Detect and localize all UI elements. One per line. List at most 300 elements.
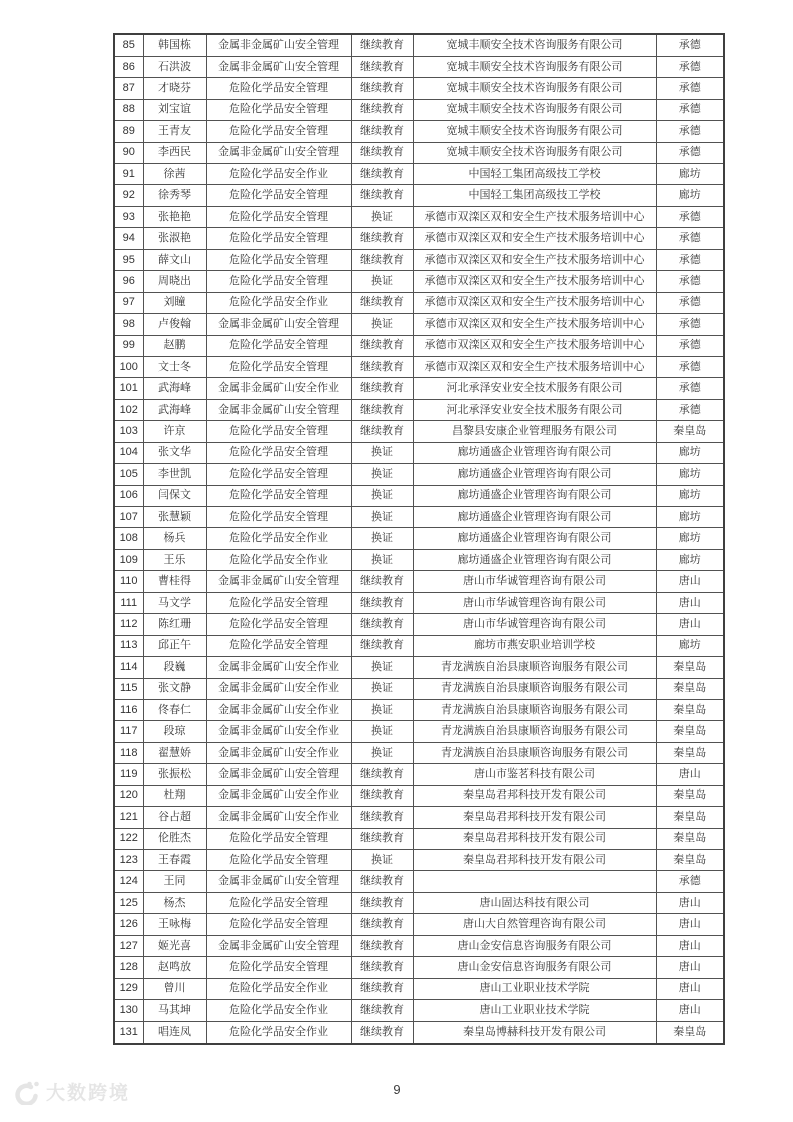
certificate-category-cell: 危险化学品安全管理	[206, 335, 351, 356]
certificate-category-cell: 危险化学品安全管理	[206, 614, 351, 635]
name-cell: 邱正午	[143, 635, 206, 656]
table-row	[114, 356, 724, 377]
organization-cell: 廊坊通盛企业管理咨询有限公司	[413, 442, 656, 463]
certificate-category-cell: 金属非金属矿山安全作业	[206, 678, 351, 699]
name-cell: 闫保文	[143, 485, 206, 506]
serial-cell: 120	[114, 785, 143, 806]
certificate-category-cell: 危险化学品安全管理	[206, 421, 351, 442]
certificate-category-cell: 金属非金属矿山安全管理	[206, 571, 351, 592]
name-cell: 段琼	[143, 721, 206, 742]
certificate-category-cell: 危险化学品安全管理	[206, 271, 351, 292]
table-row	[114, 464, 724, 485]
serial-cell: 112	[114, 614, 143, 635]
organization-cell: 河北承泽安业安全技术服务有限公司	[413, 399, 656, 420]
serial-cell: 121	[114, 807, 143, 828]
city-cell: 唐山	[656, 571, 724, 592]
serial-cell: 110	[114, 571, 143, 592]
table-row	[114, 828, 724, 849]
serial-cell: 102	[114, 399, 143, 420]
organization-cell: 唐山市鉴茗科技有限公司	[413, 764, 656, 785]
certificate-category-cell: 危险化学品安全管理	[206, 228, 351, 249]
certificate-category-cell: 危险化学品安全管理	[206, 249, 351, 270]
name-cell: 张振松	[143, 764, 206, 785]
table-row	[114, 914, 724, 935]
organization-cell: 唐山固达科技有限公司	[413, 892, 656, 913]
certificate-category-cell: 危险化学品安全管理	[206, 185, 351, 206]
table-row	[114, 957, 724, 978]
city-cell: 廊坊	[656, 464, 724, 485]
serial-cell: 87	[114, 78, 143, 99]
name-cell: 张淑艳	[143, 228, 206, 249]
table-row	[114, 635, 724, 656]
city-cell: 承德	[656, 56, 724, 77]
serial-cell: 103	[114, 421, 143, 442]
training-type-cell: 继续教育	[351, 957, 413, 978]
organization-cell: 青龙满族自治县康顺咨询服务有限公司	[413, 657, 656, 678]
organization-cell: 中国轻工集团高级技工学校	[413, 185, 656, 206]
city-cell: 承德	[656, 121, 724, 142]
serial-cell: 115	[114, 678, 143, 699]
serial-cell: 95	[114, 249, 143, 270]
city-cell: 唐山	[656, 592, 724, 613]
serial-cell: 94	[114, 228, 143, 249]
training-type-cell: 继续教育	[351, 935, 413, 956]
city-cell: 唐山	[656, 914, 724, 935]
serial-cell: 124	[114, 871, 143, 892]
table-row	[114, 721, 724, 742]
table-row	[114, 892, 724, 913]
name-cell: 李世凯	[143, 464, 206, 485]
serial-cell: 116	[114, 699, 143, 720]
name-cell: 谷占超	[143, 807, 206, 828]
serial-cell: 108	[114, 528, 143, 549]
certificate-category-cell: 危险化学品安全管理	[206, 206, 351, 227]
training-type-cell: 换证	[351, 485, 413, 506]
name-cell: 杨兵	[143, 528, 206, 549]
training-type-cell: 继续教育	[351, 185, 413, 206]
organization-cell: 唐山工业职业技术学院	[413, 1000, 656, 1021]
certificate-category-cell: 金属非金属矿山安全管理	[206, 399, 351, 420]
training-type-cell: 继续教育	[351, 356, 413, 377]
name-cell: 文士冬	[143, 356, 206, 377]
organization-cell: 昌黎县安康企业管理服务有限公司	[413, 421, 656, 442]
serial-cell: 109	[114, 549, 143, 570]
table-row	[114, 249, 724, 270]
serial-cell: 106	[114, 485, 143, 506]
name-cell: 曹桂得	[143, 571, 206, 592]
certificate-category-cell: 金属非金属矿山安全管理	[206, 764, 351, 785]
training-type-cell: 继续教育	[351, 978, 413, 999]
certificate-category-cell: 危险化学品安全管理	[206, 892, 351, 913]
table-row	[114, 507, 724, 528]
city-cell: 秦皇岛	[656, 721, 724, 742]
organization-cell: 承德市双滦区双和安全生产技术服务培训中心	[413, 314, 656, 335]
city-cell: 承德	[656, 356, 724, 377]
certificate-category-cell: 危险化学品安全管理	[206, 442, 351, 463]
organization-cell: 宽城丰顺安全技术咨询服务有限公司	[413, 99, 656, 120]
training-type-cell: 继续教育	[351, 121, 413, 142]
name-cell: 赵鹏	[143, 335, 206, 356]
name-cell: 王乐	[143, 549, 206, 570]
organization-cell: 廊坊通盛企业管理咨询有限公司	[413, 464, 656, 485]
training-type-cell: 换证	[351, 314, 413, 335]
training-type-cell: 继续教育	[351, 99, 413, 120]
watermark-text: 大数跨境	[46, 1083, 131, 1104]
training-type-cell: 继续教育	[351, 785, 413, 806]
name-cell: 武海峰	[143, 399, 206, 420]
table-row	[114, 614, 724, 635]
name-cell: 姬光喜	[143, 935, 206, 956]
name-cell: 张艳艳	[143, 206, 206, 227]
name-cell: 赵鸣放	[143, 957, 206, 978]
organization-cell: 秦皇岛君邦科技开发有限公司	[413, 807, 656, 828]
city-cell: 秦皇岛	[656, 1021, 724, 1044]
certificate-category-cell: 金属非金属矿山安全作业	[206, 807, 351, 828]
watermark-logo-icon	[10, 1079, 42, 1105]
name-cell: 周晓出	[143, 271, 206, 292]
name-cell: 杜翔	[143, 785, 206, 806]
city-cell: 承德	[656, 142, 724, 163]
organization-cell: 秦皇岛君邦科技开发有限公司	[413, 828, 656, 849]
organization-cell: 青龙满族自治县康顺咨询服务有限公司	[413, 699, 656, 720]
serial-cell: 86	[114, 56, 143, 77]
organization-cell: 中国轻工集团高级技工学校	[413, 164, 656, 185]
page-number: 9	[393, 1082, 401, 1097]
training-type-cell: 换证	[351, 850, 413, 871]
certificate-category-cell: 危险化学品安全作业	[206, 1021, 351, 1044]
organization-cell: 宽城丰顺安全技术咨询服务有限公司	[413, 78, 656, 99]
organization-cell: 青龙满族自治县康顺咨询服务有限公司	[413, 678, 656, 699]
table-row	[114, 657, 724, 678]
training-type-cell: 换证	[351, 528, 413, 549]
certificate-category-cell: 金属非金属矿山安全管理	[206, 871, 351, 892]
certificate-category-cell: 金属非金属矿山安全作业	[206, 699, 351, 720]
serial-cell: 91	[114, 164, 143, 185]
serial-cell: 89	[114, 121, 143, 142]
table-row	[114, 399, 724, 420]
certificate-category-cell: 金属非金属矿山安全管理	[206, 34, 351, 56]
city-cell: 唐山	[656, 892, 724, 913]
training-type-cell: 继续教育	[351, 614, 413, 635]
city-cell: 承德	[656, 292, 724, 313]
name-cell: 马文学	[143, 592, 206, 613]
organization-cell: 承德市双滦区双和安全生产技术服务培训中心	[413, 335, 656, 356]
table-row	[114, 764, 724, 785]
city-cell: 廊坊	[656, 549, 724, 570]
city-cell: 唐山	[656, 978, 724, 999]
certificate-category-cell: 金属非金属矿山安全管理	[206, 142, 351, 163]
organization-cell: 宽城丰顺安全技术咨询服务有限公司	[413, 121, 656, 142]
certificate-category-cell: 危险化学品安全作业	[206, 292, 351, 313]
city-cell: 秦皇岛	[656, 699, 724, 720]
city-cell: 承德	[656, 99, 724, 120]
serial-cell: 88	[114, 99, 143, 120]
name-cell: 韩国栋	[143, 34, 206, 56]
organization-cell: 承德市双滦区双和安全生产技术服务培训中心	[413, 356, 656, 377]
organization-cell: 承德市双滦区双和安全生产技术服务培训中心	[413, 271, 656, 292]
certificate-category-cell: 金属非金属矿山安全作业	[206, 785, 351, 806]
serial-cell: 125	[114, 892, 143, 913]
city-cell: 承德	[656, 78, 724, 99]
city-cell: 秦皇岛	[656, 678, 724, 699]
organization-cell: 承德市双滦区双和安全生产技术服务培训中心	[413, 249, 656, 270]
city-cell: 承德	[656, 335, 724, 356]
table-row	[114, 528, 724, 549]
training-type-cell: 继续教育	[351, 56, 413, 77]
serial-cell: 97	[114, 292, 143, 313]
organization-cell	[413, 871, 656, 892]
name-cell: 刘宝谊	[143, 99, 206, 120]
table-row	[114, 121, 724, 142]
training-type-cell: 继续教育	[351, 807, 413, 828]
city-cell: 承德	[656, 399, 724, 420]
city-cell: 廊坊	[656, 507, 724, 528]
table-row	[114, 442, 724, 463]
name-cell: 马其坤	[143, 1000, 206, 1021]
watermark	[10, 1078, 130, 1105]
city-cell: 廊坊	[656, 528, 724, 549]
organization-cell: 唐山金安信息咨询服务有限公司	[413, 935, 656, 956]
table-row	[114, 871, 724, 892]
city-cell: 承德	[656, 34, 724, 56]
table-row	[114, 935, 724, 956]
organization-cell: 廊坊通盛企业管理咨询有限公司	[413, 485, 656, 506]
city-cell: 承德	[656, 378, 724, 399]
certificate-category-cell: 金属非金属矿山安全作业	[206, 742, 351, 763]
certificate-category-cell: 危险化学品安全管理	[206, 635, 351, 656]
table-row	[114, 1000, 724, 1021]
city-cell: 承德	[656, 271, 724, 292]
table-row	[114, 206, 724, 227]
table-row	[114, 185, 724, 206]
training-type-cell: 换证	[351, 742, 413, 763]
organization-cell: 廊坊通盛企业管理咨询有限公司	[413, 507, 656, 528]
city-cell: 承德	[656, 206, 724, 227]
certificate-category-cell: 危险化学品安全管理	[206, 356, 351, 377]
serial-cell: 85	[114, 34, 143, 56]
certificate-category-cell: 金属非金属矿山安全作业	[206, 657, 351, 678]
serial-cell: 107	[114, 507, 143, 528]
name-cell: 曾川	[143, 978, 206, 999]
organization-cell: 唐山市华诚管理咨询有限公司	[413, 614, 656, 635]
serial-cell: 111	[114, 592, 143, 613]
name-cell: 许京	[143, 421, 206, 442]
city-cell: 唐山	[656, 614, 724, 635]
training-type-cell: 继续教育	[351, 892, 413, 913]
certificate-category-cell: 危险化学品安全管理	[206, 121, 351, 142]
name-cell: 石洪波	[143, 56, 206, 77]
organization-cell: 青龙满族自治县康顺咨询服务有限公司	[413, 742, 656, 763]
certificate-category-cell: 金属非金属矿山安全作业	[206, 378, 351, 399]
certificate-category-cell: 金属非金属矿山安全管理	[206, 935, 351, 956]
organization-cell: 秦皇岛君邦科技开发有限公司	[413, 850, 656, 871]
organization-cell: 青龙满族自治县康顺咨询服务有限公司	[413, 721, 656, 742]
training-type-cell: 继续教育	[351, 164, 413, 185]
training-type-cell: 继续教育	[351, 34, 413, 56]
name-cell: 才晓芬	[143, 78, 206, 99]
city-cell: 秦皇岛	[656, 657, 724, 678]
name-cell: 王咏梅	[143, 914, 206, 935]
organization-cell: 秦皇岛君邦科技开发有限公司	[413, 785, 656, 806]
name-cell: 卢俊翰	[143, 314, 206, 335]
training-type-cell: 继续教育	[351, 335, 413, 356]
organization-cell: 宽城丰顺安全技术咨询服务有限公司	[413, 142, 656, 163]
certificate-category-cell: 危险化学品安全管理	[206, 914, 351, 935]
certificate-category-cell: 危险化学品安全管理	[206, 957, 351, 978]
serial-cell: 96	[114, 271, 143, 292]
table-row	[114, 571, 724, 592]
city-cell: 承德	[656, 228, 724, 249]
table-row	[114, 34, 724, 56]
training-type-cell: 换证	[351, 678, 413, 699]
serial-cell: 101	[114, 378, 143, 399]
serial-cell: 99	[114, 335, 143, 356]
training-type-cell: 继续教育	[351, 421, 413, 442]
table-row	[114, 978, 724, 999]
serial-cell: 114	[114, 657, 143, 678]
training-type-cell: 换证	[351, 271, 413, 292]
table-body	[114, 34, 724, 1044]
city-cell: 唐山	[656, 1000, 724, 1021]
name-cell: 王青友	[143, 121, 206, 142]
table-row	[114, 314, 724, 335]
name-cell: 刘瞳	[143, 292, 206, 313]
organization-cell: 承德市双滦区双和安全生产技术服务培训中心	[413, 228, 656, 249]
city-cell: 廊坊	[656, 442, 724, 463]
serial-cell: 100	[114, 356, 143, 377]
serial-cell: 130	[114, 1000, 143, 1021]
city-cell: 秦皇岛	[656, 742, 724, 763]
table-row	[114, 1021, 724, 1044]
serial-cell: 128	[114, 957, 143, 978]
certificate-category-cell: 危险化学品安全管理	[206, 592, 351, 613]
table-row	[114, 850, 724, 871]
name-cell: 张文华	[143, 442, 206, 463]
training-type-cell: 换证	[351, 442, 413, 463]
certificate-category-cell: 危险化学品安全作业	[206, 164, 351, 185]
name-cell: 杨杰	[143, 892, 206, 913]
certificate-category-cell: 金属非金属矿山安全作业	[206, 721, 351, 742]
name-cell: 李西民	[143, 142, 206, 163]
serial-cell: 118	[114, 742, 143, 763]
training-type-cell: 换证	[351, 657, 413, 678]
serial-cell: 92	[114, 185, 143, 206]
table-row	[114, 485, 724, 506]
certificate-category-cell: 危险化学品安全作业	[206, 549, 351, 570]
city-cell: 承德	[656, 249, 724, 270]
city-cell: 秦皇岛	[656, 828, 724, 849]
certificate-category-cell: 危险化学品安全管理	[206, 485, 351, 506]
name-cell: 唱连凤	[143, 1021, 206, 1044]
name-cell: 王春霞	[143, 850, 206, 871]
serial-cell: 129	[114, 978, 143, 999]
city-cell: 唐山	[656, 764, 724, 785]
table-row	[114, 56, 724, 77]
table-row	[114, 549, 724, 570]
table-row	[114, 742, 724, 763]
name-cell: 徐秀琴	[143, 185, 206, 206]
name-cell: 翟慧娇	[143, 742, 206, 763]
training-type-cell: 换证	[351, 464, 413, 485]
city-cell: 秦皇岛	[656, 421, 724, 442]
table-row	[114, 228, 724, 249]
organization-cell: 唐山金安信息咨询服务有限公司	[413, 957, 656, 978]
training-type-cell: 继续教育	[351, 249, 413, 270]
organization-cell: 承德市双滦区双和安全生产技术服务培训中心	[413, 292, 656, 313]
training-type-cell: 继续教育	[351, 635, 413, 656]
serial-cell: 127	[114, 935, 143, 956]
city-cell: 唐山	[656, 957, 724, 978]
serial-cell: 105	[114, 464, 143, 485]
certificate-category-cell: 危险化学品安全管理	[206, 850, 351, 871]
name-cell: 佟春仁	[143, 699, 206, 720]
training-type-cell: 继续教育	[351, 399, 413, 420]
certificate-category-cell: 危险化学品安全管理	[206, 99, 351, 120]
organization-cell: 宽城丰顺安全技术咨询服务有限公司	[413, 56, 656, 77]
training-type-cell: 继续教育	[351, 914, 413, 935]
training-type-cell: 继续教育	[351, 1021, 413, 1044]
training-type-cell: 换证	[351, 206, 413, 227]
name-cell: 段巍	[143, 657, 206, 678]
table-row	[114, 164, 724, 185]
table-row	[114, 421, 724, 442]
name-cell: 伦胜杰	[143, 828, 206, 849]
name-cell: 陈红珊	[143, 614, 206, 635]
training-type-cell: 继续教育	[351, 871, 413, 892]
training-type-cell: 换证	[351, 699, 413, 720]
table-row	[114, 678, 724, 699]
name-cell: 张文静	[143, 678, 206, 699]
serial-cell: 93	[114, 206, 143, 227]
table-row	[114, 99, 724, 120]
table-row	[114, 785, 724, 806]
city-cell: 秦皇岛	[656, 785, 724, 806]
certificate-category-cell: 危险化学品安全管理	[206, 507, 351, 528]
organization-cell: 秦皇岛博赫科技开发有限公司	[413, 1021, 656, 1044]
training-type-cell: 继续教育	[351, 292, 413, 313]
training-type-cell: 换证	[351, 549, 413, 570]
name-cell: 武海峰	[143, 378, 206, 399]
organization-cell: 承德市双滦区双和安全生产技术服务培训中心	[413, 206, 656, 227]
organization-cell: 唐山工业职业技术学院	[413, 978, 656, 999]
training-type-cell: 继续教育	[351, 78, 413, 99]
city-cell: 秦皇岛	[656, 850, 724, 871]
table-row	[114, 807, 724, 828]
serial-cell: 104	[114, 442, 143, 463]
city-cell: 廊坊	[656, 164, 724, 185]
city-cell: 廊坊	[656, 485, 724, 506]
certificate-category-cell: 危险化学品安全作业	[206, 1000, 351, 1021]
table-row	[114, 335, 724, 356]
table-row	[114, 378, 724, 399]
serial-cell: 126	[114, 914, 143, 935]
organization-cell: 廊坊市燕安职业培训学校	[413, 635, 656, 656]
organization-cell: 唐山市华诚管理咨询有限公司	[413, 592, 656, 613]
organization-cell: 廊坊通盛企业管理咨询有限公司	[413, 528, 656, 549]
name-cell: 张慧颖	[143, 507, 206, 528]
city-cell: 廊坊	[656, 635, 724, 656]
training-type-cell: 换证	[351, 721, 413, 742]
certificate-table	[113, 33, 725, 1045]
certificate-category-cell: 危险化学品安全作业	[206, 528, 351, 549]
training-type-cell: 继续教育	[351, 764, 413, 785]
serial-cell: 119	[114, 764, 143, 785]
table-row	[114, 271, 724, 292]
training-type-cell: 继续教育	[351, 571, 413, 592]
certificate-category-cell: 危险化学品安全管理	[206, 78, 351, 99]
serial-cell: 123	[114, 850, 143, 871]
table-row	[114, 78, 724, 99]
